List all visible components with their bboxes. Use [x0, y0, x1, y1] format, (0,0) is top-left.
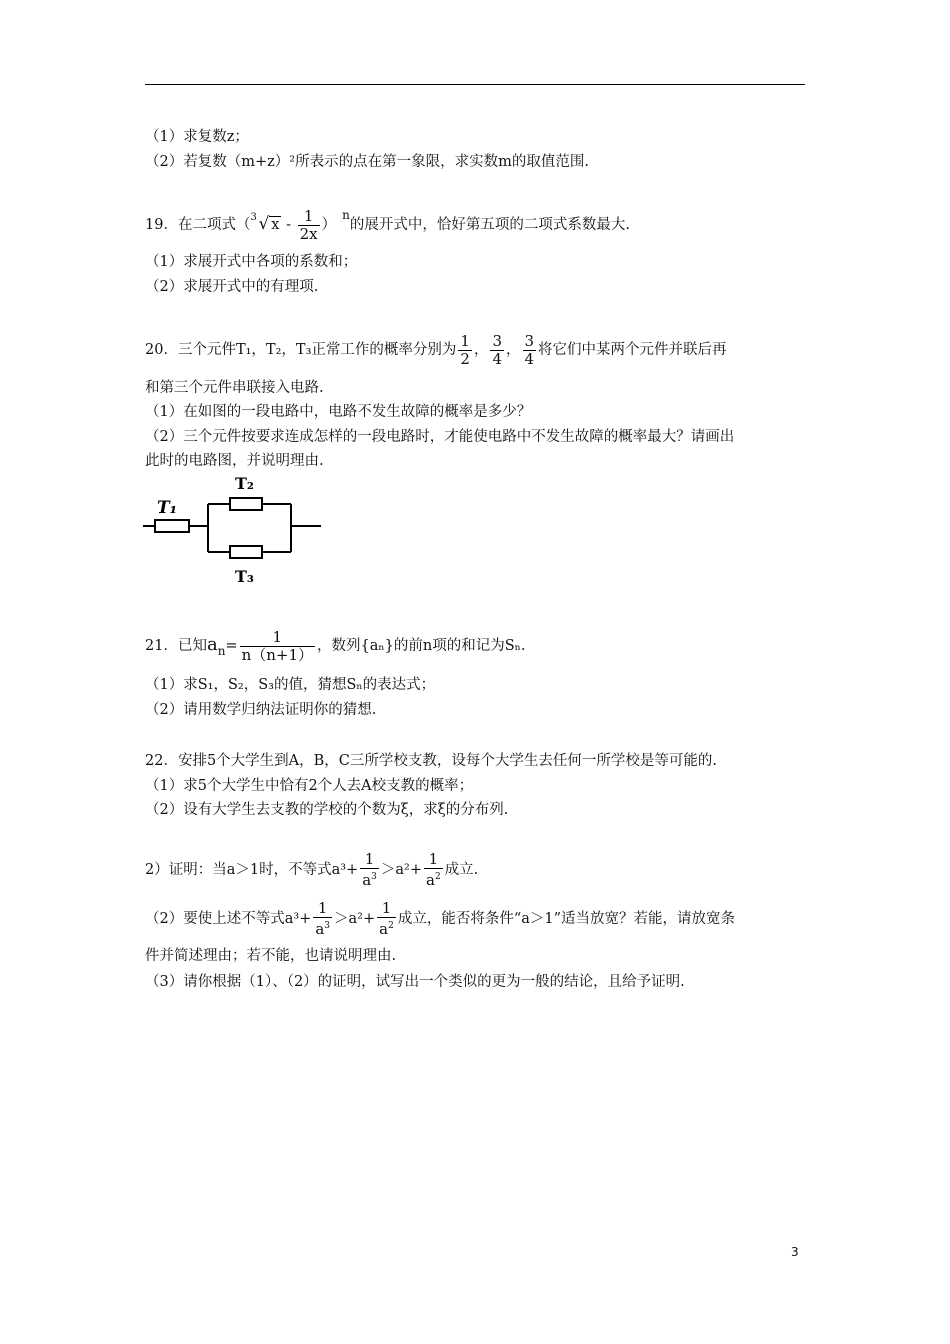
label-t2: T₂: [235, 475, 254, 493]
q20-prefix: 20．三个元件T₁，T₂，T₃正常工作的概率分别为: [145, 342, 457, 358]
q23-fraction-a: $\frac{1}{a^3}$: [362, 850, 377, 889]
q20-part1: （1）在如图的一段电路中，电路不发生故障的概率是多少？: [145, 404, 532, 420]
q20-part2b: 此时的电路图，并说明理由.: [145, 453, 324, 469]
circuit-diagram: [143, 475, 328, 590]
q18-part2: （2）若复数（m+z）²所表示的点在第一象限，求实数m的取值范围.: [145, 154, 589, 170]
q21-stem: 21．已知$a_n=$ $\frac{1}{n(n+1)}$ ，数列{aₙ}的前n项的和记为Sₙ.: [145, 627, 526, 664]
q20-fraction-2: $\frac{3}{4}$: [492, 331, 502, 368]
q19-part1: （1）求展开式中各项的系数和；: [145, 254, 358, 270]
q23-line1: 2）证明：当a＞1时，不等式a³+ $\frac{1}{a^3}$ ＞a²+ $\frac{1}{a^2}$ 成立.: [145, 850, 479, 889]
q19-fraction: $\frac{1}{2x}$: [299, 206, 318, 243]
q21-fraction: $\frac{1}{n(n+1)}$: [241, 627, 314, 664]
q19-cube-root: 3 √ x: [250, 212, 280, 234]
q21-part2: （2）请用数学归纳法证明你的猜想.: [145, 702, 377, 718]
q19-suffix: 的展开式中，恰好第五项的二项式系数最大.: [349, 217, 630, 233]
header-rule: [145, 84, 805, 85]
q19-prefix: 19．在二项式（: [145, 217, 251, 233]
label-t1: T₁: [157, 498, 178, 518]
q18-part1: （1）求复数z；: [145, 129, 249, 145]
q21-part1: （1）求S₁，S₂，S₃的值，猜想Sₙ的表达式；: [145, 677, 436, 693]
q19-exponent: n: [342, 208, 350, 222]
label-t3: T₃: [235, 567, 254, 586]
q20-suffix: 将它们中某两个元件并联后再: [538, 342, 727, 358]
q20-stem: 20．三个元件T₁，T₂，T₃正常工作的概率分别为 $\frac{1}{2}$ ， $\frac{3}{4}$ ， $\frac{3}{4}$ 将它们中某两个元件并联后再: [145, 331, 727, 368]
q21-prefix: 21．已知: [145, 638, 207, 654]
page-number: 3: [791, 1245, 799, 1259]
q23-line2: （2）要使上述不等式a³+ $\frac{1}{a^3}$ ＞a²+ $\frac{1}{a^2}$ 成立，能否将条件“a＞1”适当放宽？若能，请放宽条: [145, 899, 736, 938]
q20-part2a: （2）三个元件按要求连成怎样的一段电路时，才能使电路中不发生故障的概率最大？请画出: [145, 429, 735, 445]
q21-suffix: ，数列{aₙ}的前n项的和记为Sₙ.: [317, 638, 526, 654]
q22-stem: 22．安排5个大学生到A，B，C三所学校支教，设每个大学生去任何一所学校是等可能的.: [145, 753, 718, 769]
q20-line2: 和第三个元件串联接入电路.: [145, 380, 324, 396]
q19-part2: （2）求展开式中的有理项.: [145, 279, 319, 295]
q19-close: ）: [321, 217, 337, 233]
q23-line3: 件并简述理由；若不能，也请说明理由.: [145, 948, 397, 964]
q19-stem: [145, 206, 630, 243]
q20-fraction-1: $\frac{1}{2}$: [460, 331, 470, 368]
q23-fraction-d: $\frac{1}{a^2}$: [379, 899, 394, 938]
q23-fraction-c: $\frac{1}{a^3}$: [315, 899, 331, 938]
q22-part2: （2）设有大学生去支教的学校的个数为ξ，求ξ的分布列.: [145, 802, 509, 818]
q23-line4: （3）请你根据（1）、（2）的证明，试写出一个类似的更为一般的结论，且给予证明.: [145, 974, 685, 990]
q20-fraction-3: $\frac{3}{4}$: [524, 331, 535, 368]
q23-fraction-b: $\frac{1}{a^2}$: [426, 850, 441, 889]
q19-minus: -: [281, 217, 296, 233]
q22-part1: （1）求5个大学生中恰有2个人去A校支教的概率；: [145, 778, 474, 794]
